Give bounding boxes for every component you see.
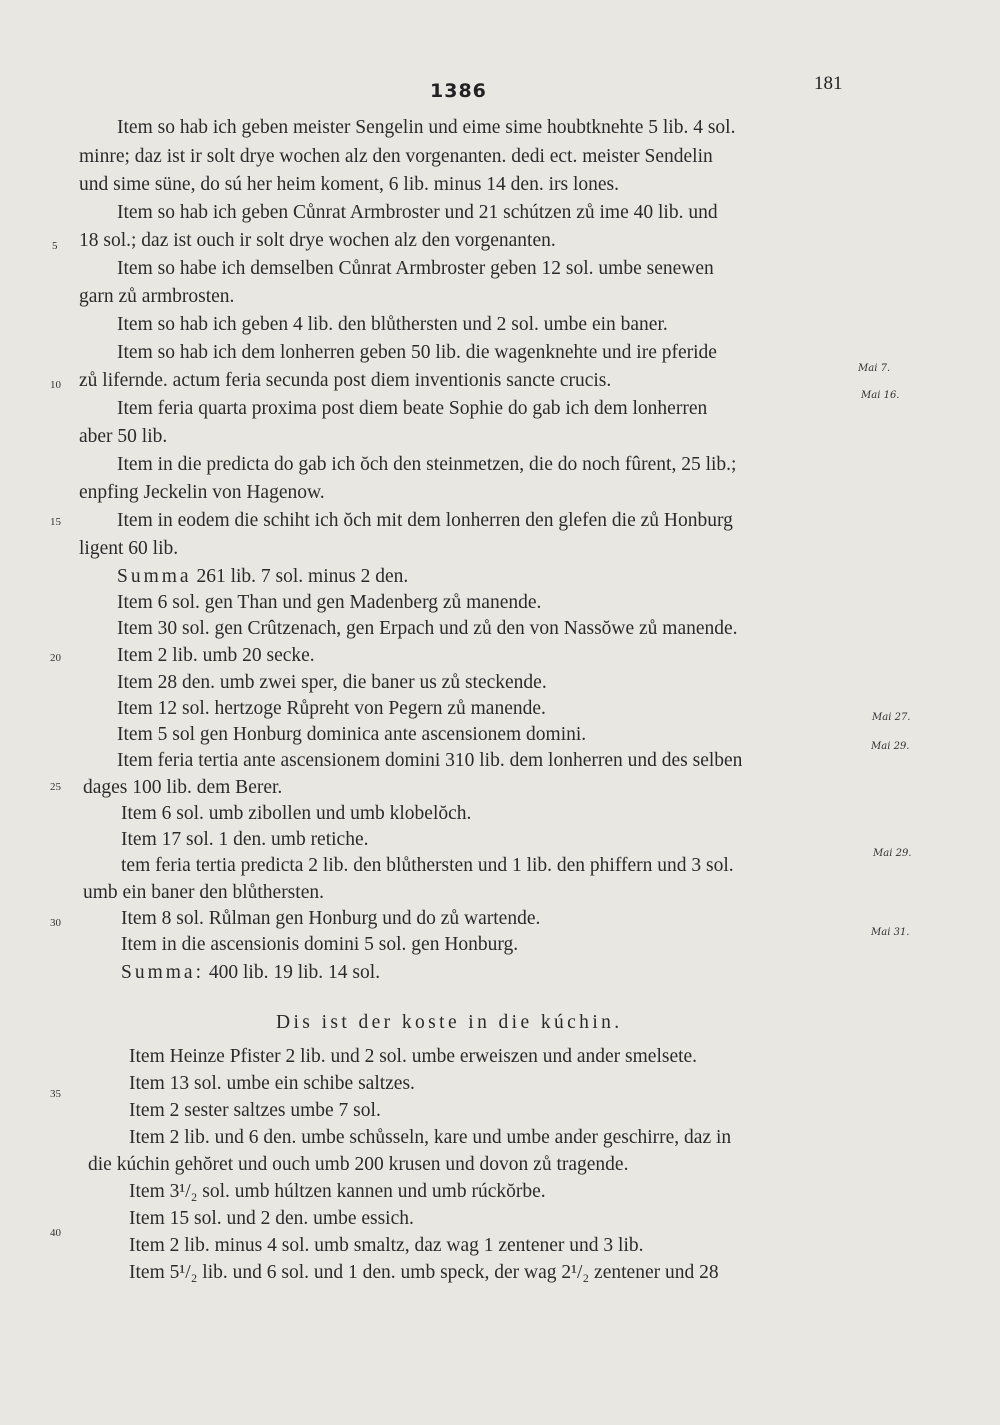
text-line: Item Heinze Pfister 2 lib. und 2 sol. umbe erweiszen und ander smelsete.: [129, 1046, 698, 1067]
text-line: Item 6 sol. gen Than und gen Madenberg zů manende.: [117, 592, 542, 613]
text-line: Item 28 den. umb zwei sper, die baner us zů steckende.: [117, 672, 547, 693]
text-line: Item in die predicta do gab ich ŏch den steinmetzen, die do noch fûrent, 25 lib.;: [117, 454, 737, 475]
text-line: Item 15 sol. und 2 den. umbe essich.: [129, 1208, 414, 1229]
text-line: tem feria tertia predicta 2 lib. den blůthersten und 1 lib. den phiffern und 3 sol.: [121, 855, 734, 876]
text-line: Item 8 sol. Růlman gen Honburg und do zů wartende.: [121, 908, 541, 929]
line-number: 35: [50, 1088, 61, 1100]
text-line: Item 30 sol. gen Crûtzenach, gen Erpach und zů den von Nassŏwe zů manende.: [117, 618, 738, 639]
line-number: 15: [50, 516, 61, 528]
text-line: die kúchin gehŏret und ouch umb 200 krusen und dovon zů tragende.: [88, 1154, 629, 1175]
text-line: zů lifernde. actum feria secunda post diem inventionis sancte crucis.: [79, 370, 612, 391]
text-line: Item feria tertia ante ascensionem domini 310 lib. dem lonherren und des selben: [117, 750, 743, 771]
page-number: 181: [814, 73, 843, 94]
text-line: Item 2 lib. und 6 den. umbe schůsseln, kare und umbe ander geschirre, daz in: [129, 1127, 732, 1148]
text-line: aber 50 lib.: [79, 426, 168, 447]
line-number: 10: [50, 379, 61, 391]
text-line: Item in die ascensionis domini 5 sol. gen Honburg.: [121, 934, 519, 955]
text-line: dages 100 lib. dem Berer.: [83, 777, 283, 798]
text-line: minre; daz ist ir solt drye wochen alz den vorgenanten. dedi ect. meister Sendelin: [79, 146, 713, 167]
line-number: 30: [50, 917, 61, 929]
text-line: 18 sol.; daz ist ouch ir solt drye wochen alz den vorgenanten.: [79, 230, 556, 251]
section-heading: Dis ist der koste in die kúchin.: [276, 1012, 623, 1033]
text-line: Item 5 sol gen Honburg dominica ante ascensionem domini.: [117, 724, 587, 745]
text-line: Item 12 sol. hertzoge Růpreht von Pegern zů manende.: [117, 698, 546, 719]
text-line: Item 3¹/₂ sol. umb húltzen kannen und umb rúckŏrbe.: [129, 1181, 546, 1202]
text-line: Item so hab ich geben Cůnrat Armbroster und 21 schútzen zů ime 40 lib. und: [117, 202, 718, 223]
margin-date: Mai 29.: [873, 848, 912, 859]
text-line: Item in eodem die schiht ich ŏch mit dem lonherren den glefen die zů Honburg: [117, 510, 733, 531]
text-line: Item so hab ich geben meister Sengelin und eime sime houbtknehte 5 lib. 4 sol.: [117, 117, 736, 138]
text-line: Item 2 lib. umb 20 secke.: [117, 645, 315, 666]
text-line: Item 17 sol. 1 den. umb retiche.: [121, 829, 369, 850]
text-line: umb ein baner den blůthersten.: [83, 882, 324, 903]
text-line: Item 5¹/₂ lib. und 6 sol. und 1 den. umb speck, der wag 2¹/₂ zentener und 28: [129, 1262, 719, 1283]
margin-date: Mai 31.: [871, 927, 910, 938]
margin-date: Mai 27.: [872, 712, 911, 723]
margin-date: Mai 7.: [858, 363, 891, 374]
text-line: Item 2 lib. minus 4 sol. umb smaltz, daz wag 1 zentener und 3 lib.: [129, 1235, 644, 1256]
text-line: Item so habe ich demselben Cůnrat Armbroster geben 12 sol. umbe senewen: [117, 258, 714, 279]
text-line: garn zů armbrosten.: [79, 286, 235, 307]
text-line: ligent 60 lib.: [79, 538, 179, 559]
margin-date: Mai 16.: [861, 390, 900, 401]
text-line: Item feria quarta proxima post diem beate Sophie do gab ich dem lonherren: [117, 398, 708, 419]
page-year-header: 1386: [430, 80, 487, 102]
text-line: und sime süne, do sú her heim koment, 6 lib. minus 14 den. irs lones.: [79, 174, 619, 195]
text-line: Item so hab ich geben 4 lib. den blůthersten und 2 sol. umbe ein baner.: [117, 314, 668, 335]
line-number: 25: [50, 781, 61, 793]
text-line: Item 2 sester saltzes umbe 7 sol.: [129, 1100, 381, 1121]
text-line: Item 6 sol. umb zibollen und umb klobelŏch.: [121, 803, 472, 824]
line-number: 40: [50, 1227, 61, 1239]
text-line: Item so hab ich dem lonherren geben 50 lib. die wagenknehte und ire pferide: [117, 342, 717, 363]
summa-line: Summa: 400 lib. 19 lib. 14 sol.: [121, 962, 381, 983]
text-line: enpfing Jeckelin von Hagenow.: [79, 482, 325, 503]
text-line: Item 13 sol. umbe ein schibe saltzes.: [129, 1073, 415, 1094]
margin-date: Mai 29.: [871, 741, 910, 752]
summa-line: Summa 261 lib. 7 sol. minus 2 den.: [117, 566, 409, 587]
line-number: 5: [52, 240, 58, 252]
line-number: 20: [50, 652, 61, 664]
